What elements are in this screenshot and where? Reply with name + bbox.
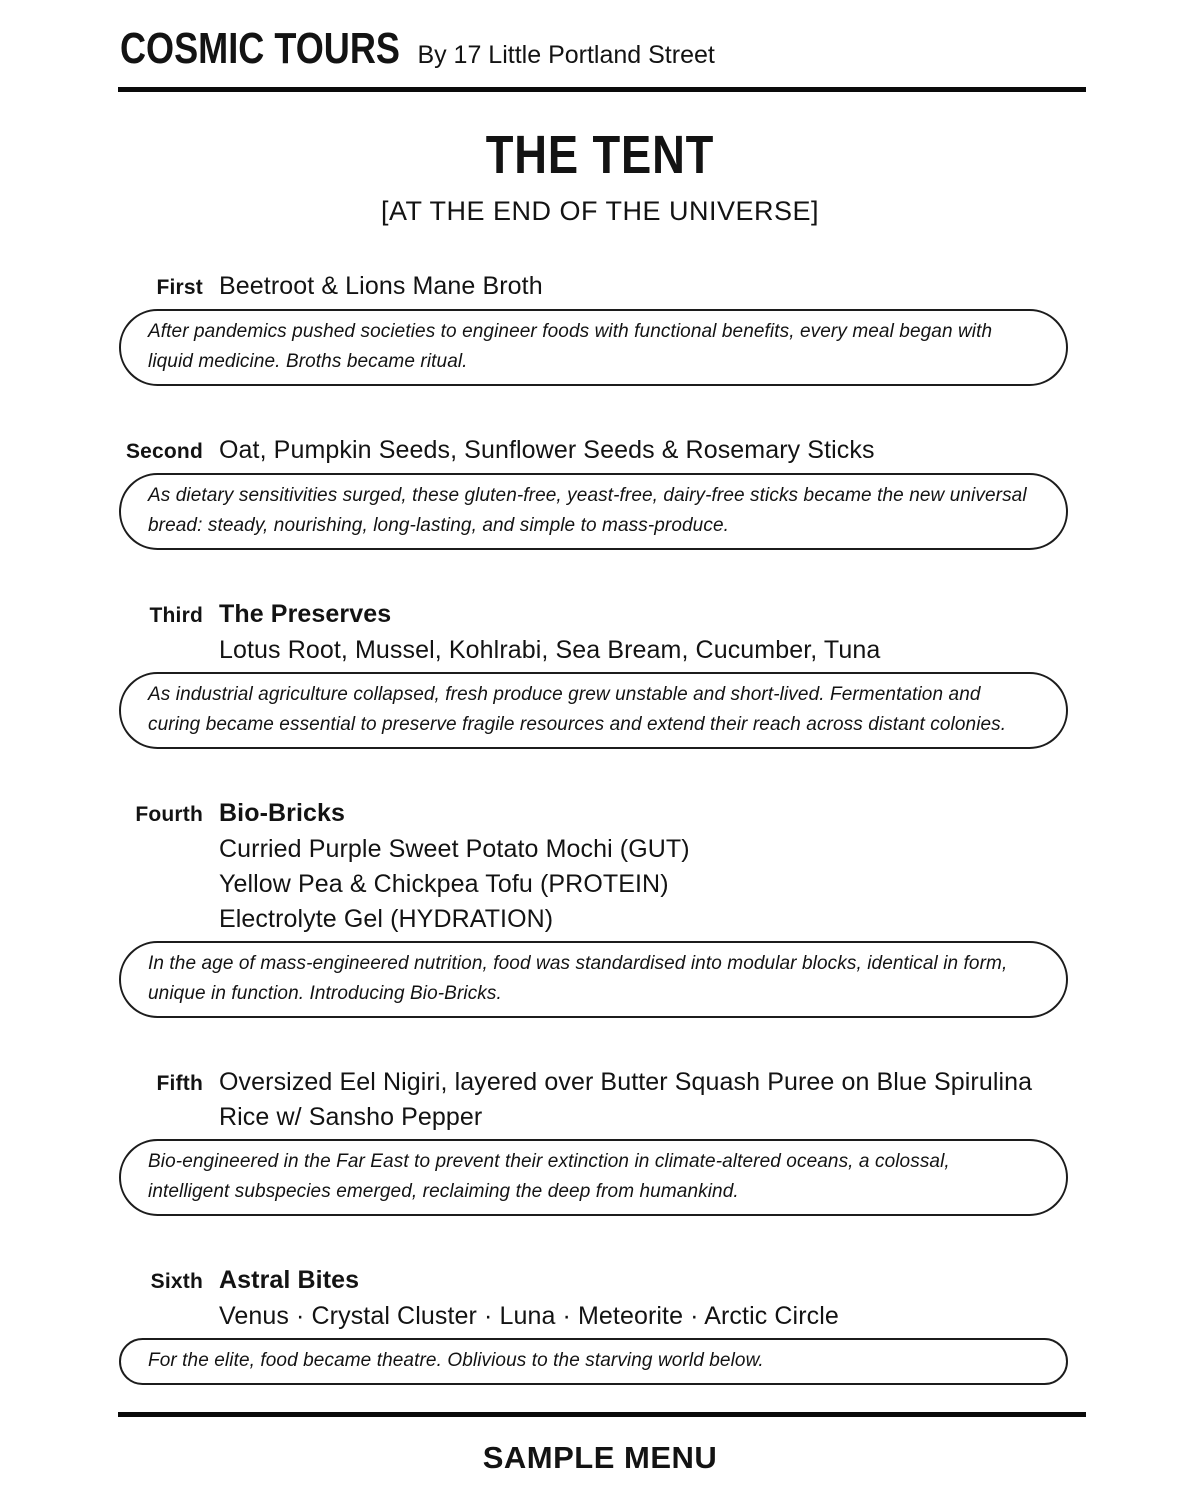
course-description-box: Bio-engineered in the Far East to prevent their extinction in climate-altered oceans, a colossal, intelligent subspecies emerged, reclaiming the deep from humankind. <box>119 1139 1068 1216</box>
course-fifth <box>0 1065 1200 1216</box>
course-label: Fourth <box>135 803 203 826</box>
course-subline: Curried Purple Sweet Potato Mochi (GUT) <box>219 835 690 863</box>
course-description-box: In the age of mass-engineered nutrition, food was standardised into modular blocks, identical in form, unique in function. Introducing Bio-Bricks. <box>119 941 1068 1018</box>
course-header <box>0 433 1200 469</box>
brand-byline: By 17 Little Portland Street <box>417 41 715 69</box>
brand-name: COSMIC TOURS <box>120 24 400 73</box>
footer-label: SAMPLE MENU <box>482 1440 718 1475</box>
course-name: The Preserves <box>219 600 392 628</box>
course-name: Astral Bites <box>219 1266 360 1294</box>
course-header <box>0 597 1200 633</box>
course-label: Sixth <box>150 1270 203 1293</box>
course-header <box>0 269 1200 305</box>
course-label: Third <box>149 604 203 627</box>
course-description-box: For the elite, food became theatre. Oblivious to the starving world below. <box>119 1338 1068 1385</box>
course-header <box>0 1065 1200 1135</box>
course-label: First <box>156 276 203 299</box>
header-rule <box>118 87 1086 92</box>
course-name: Oat, Pumpkin Seeds, Sunflower Seeds & Rosemary Sticks <box>219 436 875 464</box>
course-fourth <box>0 796 1200 1018</box>
course-label: Second <box>125 440 203 463</box>
course-third <box>0 597 1200 749</box>
course-name: Oversized Eel Nigiri, layered over Butter Squash Puree on Blue Spirulina Rice w/ Sansho Pepper <box>219 1068 1033 1131</box>
brand-row <box>120 24 1200 74</box>
course-subline: Yellow Pea & Chickpea Tofu (PROTEIN) <box>219 870 669 898</box>
course-label: Fifth <box>156 1072 203 1095</box>
course-description-box: After pandemics pushed societies to engineer foods with functional benefits, every meal began with liquid medicine. Broths became ritual. <box>119 309 1068 386</box>
title-block <box>0 125 1200 227</box>
header <box>0 0 1200 74</box>
course-header <box>0 1263 1200 1299</box>
menu-title: THE TENT <box>485 125 715 185</box>
menu-subtitle: [AT THE END OF THE UNIVERSE] <box>380 196 820 226</box>
course-second <box>0 433 1200 550</box>
course-subline: Electrolyte Gel (HYDRATION) <box>219 905 554 933</box>
course-subline: Venus · Crystal Cluster · Luna · Meteorite · Arctic Circle <box>219 1302 839 1330</box>
course-first <box>0 269 1200 386</box>
course-list <box>0 269 1200 1385</box>
course-header <box>0 796 1200 832</box>
course-name: Beetroot & Lions Mane Broth <box>219 272 543 300</box>
course-description-box: As industrial agriculture collapsed, fresh produce grew unstable and short-lived. Fermentation and curing became essential to preserve fragile resources and extend their reach across distant colonies. <box>119 672 1068 749</box>
course-description-box: As dietary sensitivities surged, these gluten-free, yeast-free, dairy-free sticks became the new universal bread: steady, nourishing, long-lasting, and simple to mass-produce. <box>119 473 1068 550</box>
course-subline: Lotus Root, Mussel, Kohlrabi, Sea Bream, Cucumber, Tuna <box>219 636 881 664</box>
course-sixth <box>0 1263 1200 1385</box>
footer-rule <box>118 1412 1086 1417</box>
course-name: Bio-Bricks <box>219 799 346 827</box>
